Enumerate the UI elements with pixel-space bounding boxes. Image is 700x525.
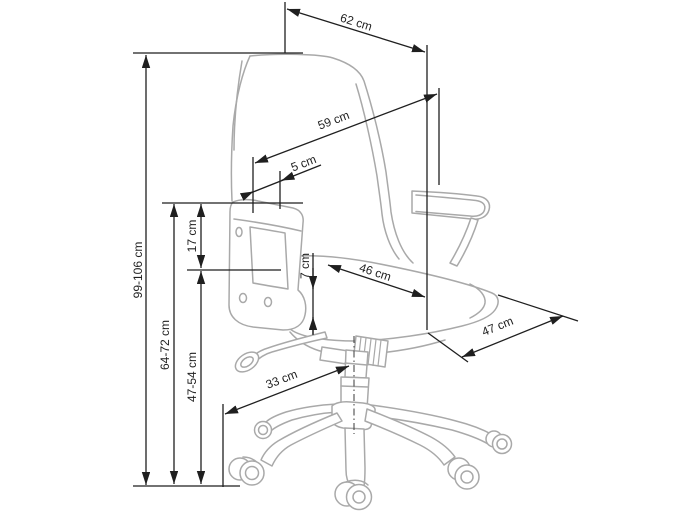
caster-wheel — [240, 461, 264, 485]
caster-wheel — [255, 422, 272, 439]
armrest-right-support — [450, 218, 478, 266]
extension-line — [428, 333, 468, 362]
label-seat-thickness: 7 cm — [298, 252, 312, 280]
caster-wheel — [455, 465, 479, 489]
chair-line-art — [229, 54, 512, 509]
adjustment-lever — [251, 332, 327, 363]
dimension-arrow — [245, 192, 254, 196]
label-seat-height: 47-54 cm — [185, 351, 199, 403]
label-base-reach: 33 cm — [263, 366, 300, 392]
armrest-left — [229, 200, 306, 330]
dimension-arrow — [282, 177, 292, 181]
label-backrest-top-width: 62 cm — [338, 10, 374, 34]
caster-wheel — [493, 435, 512, 454]
caster-wheel — [347, 485, 372, 510]
label-seat-width: 47 cm — [479, 313, 516, 339]
label-seat-depth: 46 cm — [357, 260, 393, 284]
armrest-right — [412, 191, 490, 266]
label-armrest-offset: 5 cm — [288, 152, 319, 175]
label-backrest-width: 59 cm — [315, 107, 352, 133]
label-total-height: 99-106 cm — [131, 241, 145, 299]
label-backrest-height: 64-72 cm — [158, 319, 172, 371]
label-armrest-height: 17 cm — [185, 219, 199, 253]
base-leg-front — [345, 428, 365, 487]
